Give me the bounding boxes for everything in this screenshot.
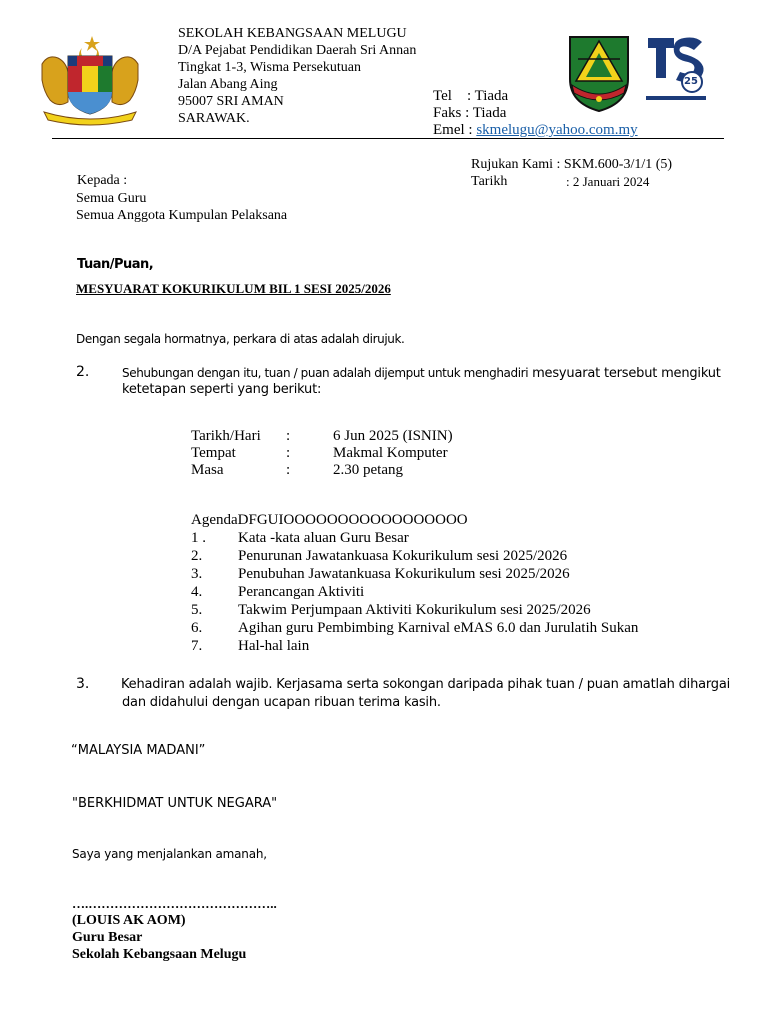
emel-line: [433, 122, 638, 139]
header-divider: [52, 138, 724, 139]
agenda-item-number: 2.: [191, 548, 203, 564]
signatory-school: Sekolah Kebangsaan Melugu: [72, 947, 247, 962]
emel-label: Emel :: [433, 122, 477, 138]
motto-malaysia-madani: “MALAYSIA MADANI”: [71, 743, 206, 758]
agenda-item-text: Agihan guru Pembimbing Karnival eMAS 6.0 dan Jurulatih Sukan: [238, 620, 639, 636]
agenda-title: AgendaDFGUIOOOOOOOOOOOOOOOOO: [191, 512, 468, 528]
paragraph-number: 2.: [76, 364, 90, 380]
agenda-item-number: 5.: [191, 602, 203, 618]
agenda-item-number: 6.: [191, 620, 203, 636]
agenda-item-number: 4.: [191, 584, 203, 600]
agenda-item-text: Penurunan Jawatankuasa Kokurikulum sesi 2025/2026: [238, 548, 568, 564]
details-label: Tarikh/Hari: [191, 428, 261, 444]
agenda-item-text: Hal-hal lain: [238, 638, 310, 654]
recipient-line: Semua Guru: [76, 191, 147, 206]
signatory-title: Guru Besar: [72, 930, 143, 945]
reference-tarikh-value: : 2 Januari 2024: [566, 174, 650, 189]
address-line: Tingkat 1-3, Wisma Persekutuan: [178, 60, 361, 75]
details-table: [0, 428, 768, 488]
agenda-item-text: Perancangan Aktiviti: [238, 584, 365, 600]
address-line: SARAWAK.: [178, 111, 250, 126]
school-address-block: [178, 25, 416, 127]
agenda-item-text: Penubuhan Jawatankuasa Kokurikulum sesi 2025/2026: [238, 566, 570, 582]
signatory-name: (LOUIS AK AOM): [72, 913, 186, 928]
details-value: Makmal Komputer: [333, 445, 448, 461]
opening-paragraph: Dengan segala hormatnya, perkara di atas adalah dirujuk.: [76, 332, 405, 346]
address-line: Jalan Abang Aing: [178, 77, 278, 92]
address-line: 95007 SRI AMAN: [178, 94, 284, 109]
school-crest-logo: [566, 33, 632, 113]
email-link[interactable]: skmelugu@yahoo.com.my: [476, 122, 638, 138]
agenda-list: [0, 530, 768, 660]
school-name: SEKOLAH KEBANGSAAN MELUGU: [178, 26, 407, 41]
agenda-item-number: 3.: [191, 566, 203, 582]
details-value: 2.30 petang: [333, 462, 403, 478]
agenda-item-number: 1 .: [191, 530, 206, 546]
recipient-line: Semua Anggota Kumpulan Pelaksana: [76, 208, 288, 223]
details-value: 6 Jun 2025 (ISNIN): [333, 428, 453, 444]
address-line: D/A Pejabat Pendidikan Daerah Sri Annan: [178, 43, 417, 58]
agenda-item-number: 7.: [191, 638, 203, 654]
tel-line: Tel : Tiada: [433, 88, 509, 104]
kepada-label: Kepada :: [77, 173, 128, 188]
paragraph-2-line-1: [122, 364, 721, 382]
subject-line: MESYUARAT KOKURIKULUM BIL 1 SESI 2025/2026: [76, 281, 391, 296]
agenda-item-text: Takwim Perjumpaan Aktiviti Kokurikulum sesi 2025/2026: [238, 602, 591, 618]
reference-tarikh-label: Tarikh: [471, 174, 508, 189]
salutation: Tuan/Puan,: [77, 257, 154, 272]
ts25-logo: [644, 32, 708, 104]
details-sep: :: [286, 445, 291, 461]
agenda-item-text: Kata -kata aluan Guru Besar: [238, 530, 409, 546]
motto-berkhidmat: "BERKHIDMAT UNTUK NEGARA": [72, 796, 278, 811]
paragraph-2-text: mesyuarat tersebut mengikut: [528, 366, 721, 381]
details-label: Tempat: [191, 445, 236, 461]
details-sep: :: [286, 462, 291, 478]
paragraph-3-line-1: Kehadiran adalah wajib. Kerjasama serta sokongan daripada pihak tuan / puan amatlah dihargai: [121, 677, 731, 692]
details-sep: :: [286, 428, 291, 444]
paragraph-number: 3.: [76, 676, 90, 692]
faks-line: Faks : Tiada: [433, 105, 507, 121]
ts25-number: 25: [684, 76, 698, 87]
closing-text: Saya yang menjalankan amanah,: [72, 847, 267, 861]
signature-dots: ….……………………………………..: [72, 896, 277, 911]
paragraph-2-line-2: ketetapan seperti yang berikut:: [122, 382, 322, 397]
details-label: Masa: [191, 462, 224, 478]
reference-rujukan: Rujukan Kami : SKM.600-3/1/1 (5): [471, 157, 673, 172]
paragraph-2-text: Sehubungan dengan itu, tuan / puan adalah dijemput untuk menghadiri: [122, 366, 529, 380]
coat-of-arms-logo: [34, 34, 146, 126]
paragraph-3-line-2: dan didahului dengan ucapan ribuan terima kasih.: [122, 695, 441, 710]
